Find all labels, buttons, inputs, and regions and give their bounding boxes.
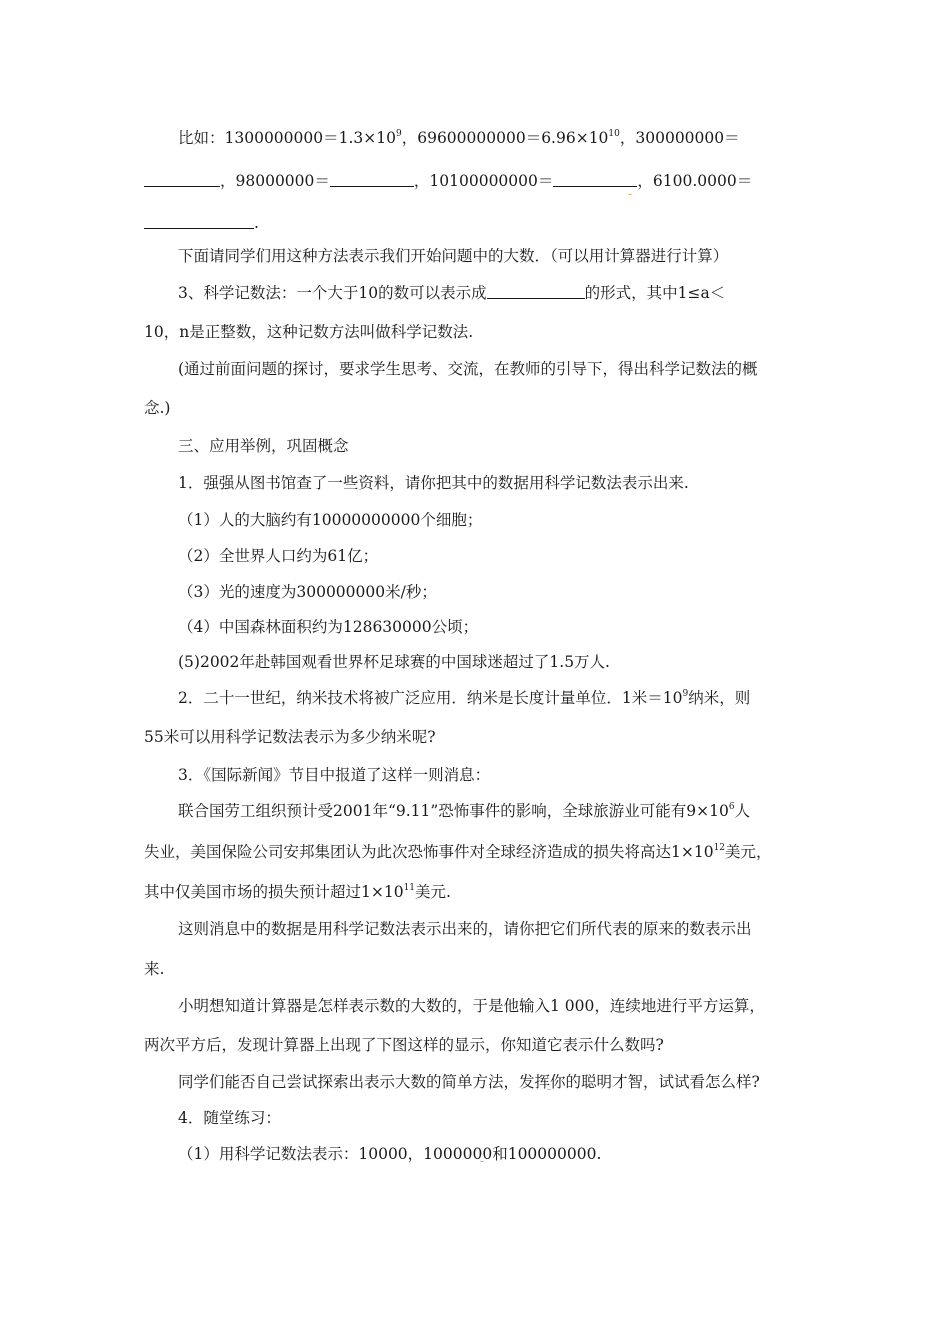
paragraph-text: 美元， [725,843,772,861]
paragraph-line: 55米可以用科学记数法表示为多少纳米呢? [144,728,436,746]
example-text: ，6100.0000＝ [637,172,753,190]
paragraph-text: 人 [734,802,751,820]
example-text: 比如：1300000000＝1.3×10 [178,129,396,147]
paragraph-text: 联合国劳工组织预计受2001年“9.11”恐怖事件的影响，全球旅游业可能有9×10 [178,802,729,820]
paragraph-line [144,842,772,862]
paragraph-line: 来. [144,960,165,978]
paragraph-line: 10，n是正整数，这种记数方法叫做科学记数法. [144,323,474,341]
paragraph-text: 失业，美国保险公司安邦集团认为此次恐怖事件对全球经济造成的损失将高达1×10 [144,843,714,861]
list-item: （4）中国森林面积约为128630000公顷； [178,618,479,636]
paragraph-line: 下面请同学们用这种方法表示我们开始问题中的大数．（可以用计算器进行计算） [178,247,729,265]
answer-blank[interactable] [487,284,585,299]
question-line: 3．《国际新闻》节目中报道了这样一则消息： [178,766,491,784]
paragraph-line [144,882,451,902]
paragraph-line: 这则消息中的数据是用科学记数法表示出来的，请你把它们所代表的原来的数表示出 [178,920,752,938]
exponent: 12 [713,843,726,853]
list-item: （2）全世界人口约为61亿； [178,547,379,565]
answer-blank[interactable] [330,172,414,187]
definition-text: 的形式，其中1≤a＜ [584,284,726,302]
answer-blank[interactable] [553,172,637,187]
paragraph-line: 两次平方后，发现计算器上出现了下图这样的显示，你知道它表示什么数吗? [144,1036,664,1054]
list-item: （3）光的速度为300000000米/秒； [178,583,437,601]
paragraph-line: 念.) [144,399,171,417]
exponent: 9 [682,689,689,699]
example-line-2 [144,171,752,191]
paragraph-line: (通过前面问题的探讨，要求学生思考、交流，在教师的引导下，得出科学记数法的概 [178,360,758,378]
definition-line [178,283,725,303]
section-heading: 三、应用举例，巩固概念 [178,437,349,455]
example-text: ，300000000＝ [619,129,740,147]
question-text: 纳米，则 [688,689,751,707]
paragraph-line: 同学们能否自己尝试探索出表示大数的简单方法，发挥你的聪明才智，试试看怎么样? [178,1073,760,1091]
example-text: ，10100000000＝ [413,172,554,190]
paragraph-line [178,801,750,821]
list-item: （1）用科学记数法表示：10000，1000000和100000000. [178,1145,602,1163]
example-line-3 [144,213,259,233]
list-item: （1）人的大脑约有10000000000个细胞； [178,511,483,529]
squiggle-mark [547,1086,551,1090]
paragraph-text: 美元. [415,883,451,901]
question-line [178,688,750,708]
question-line: 4．随堂练习： [178,1109,281,1127]
line-end: . [254,214,259,232]
answer-blank[interactable] [144,172,220,187]
exponent: 11 [403,883,416,893]
question-line: 1．强强从图书馆查了一些资料，请你把其中的数据用科学记数法表示出来. [178,474,689,492]
example-text: ，98000000＝ [220,172,330,190]
paragraph-text: 其中仅美国市场的损失预计超过1×10 [144,883,404,901]
answer-blank[interactable] [144,214,254,229]
paragraph-line: 小明想知道计算器是怎样表示数的大数的，于是他输入1 000，连续地进行平方运算， [178,997,765,1015]
exponent: 9 [395,129,402,139]
question-text: 2．二十一世纪，纳米技术将被广泛应用．纳米是长度计量单位．1米＝10 [178,689,683,707]
example-line-1 [178,128,740,148]
exponent: 6 [728,802,735,812]
squiggle-mark [628,191,632,195]
squiggle-mark [480,1158,484,1162]
exponent: 10 [608,129,620,139]
list-item: (5)2002年赴韩国观看世界杯足球赛的中国球迷超过了1.5万人. [178,653,610,671]
definition-text: 3、科学记数法：一个大于10的数可以表示成 [178,284,487,302]
example-text: ，69600000000＝6.96×10 [401,129,609,147]
